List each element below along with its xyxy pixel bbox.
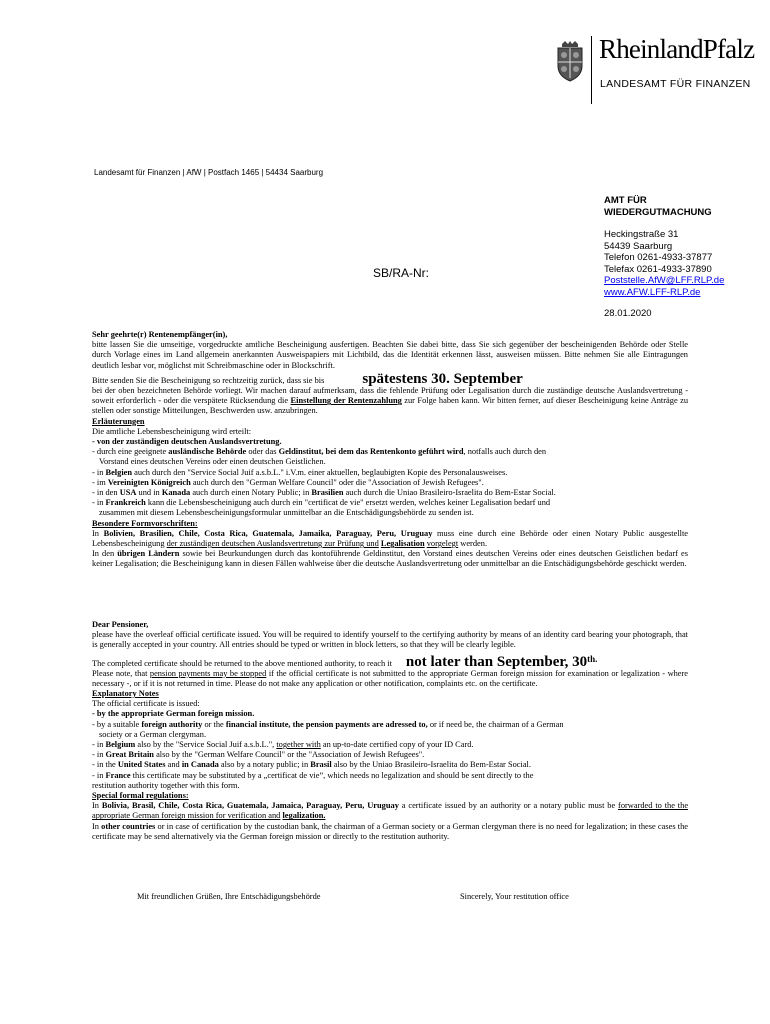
german-notes-intro: Die amtliche Lebensbescheinigung wird erteilt: <box>92 426 252 436</box>
text: also by the "Service Social Juif a.s.b.L.", <box>137 740 275 750</box>
text: if the official certificate is not submitted to the appropriate German foreign mission for examination or legalization - where necessary -, or if it is not returned in time. Please do not make any application or other notification, complaints etc. on the certificate. <box>92 668 689 688</box>
text-bold: Vereinigten Königreich <box>107 477 191 487</box>
text-bold: Brasilien <box>311 488 344 498</box>
english-notes-heading: Explanatory Notes <box>92 689 159 699</box>
english-section <box>92 620 688 842</box>
text: auch durch einen Notary Public; in <box>192 488 310 498</box>
english-note-2 <box>92 720 688 730</box>
text: - durch eine geeignete <box>92 447 167 457</box>
text: an up-to-date certified copy of your ID Card. <box>322 740 474 750</box>
german-note-6-continued: zusammen mit diesem Lebensbescheinigungsformular unmittelbar an die Entschädigungsbehörde zu senden ist. <box>99 508 474 518</box>
german-note-1: - von der zuständigen deutschen Auslandsvertretung. <box>92 437 282 447</box>
text: a certificate issued by an authority or a notary public must be <box>401 801 616 811</box>
german-special-2 <box>92 549 688 569</box>
english-suspension-notice: pension payments may be stopped <box>149 668 267 678</box>
text: - im <box>92 477 106 487</box>
text-bold-underlined: Legalisation <box>380 539 425 549</box>
text: - in den <box>92 488 118 498</box>
text: In <box>92 801 99 811</box>
english-special-2 <box>92 822 688 842</box>
text: In <box>92 821 99 831</box>
brand-wordmark: RheinlandPfalz <box>599 34 755 64</box>
english-note-4 <box>92 750 688 760</box>
office-web-link[interactable]: www.AFW.LFF-RLP.de <box>604 286 701 298</box>
text-bold-underlined: legalization. <box>282 811 326 821</box>
text-bold: USA <box>119 488 137 498</box>
german-deadline-lead: Bitte senden Sie die Bescheinigung so rechtzeitig zurück, dass sie bis <box>92 375 325 385</box>
text: auch durch den "German Welfare Council" oder die "Association of Jewish Refugees". <box>192 477 484 487</box>
english-note-3 <box>92 740 688 750</box>
german-section <box>92 330 688 570</box>
logo-divider <box>591 36 592 104</box>
text-bold: other countries <box>101 821 156 831</box>
text: muss eine durch eine Behörde oder einen Notary Public ausgestellte Lebensbescheinigung <box>92 528 689 549</box>
text-underlined: der zuständigen deutschen Auslandsvertretung zur Prüfung und <box>166 539 379 549</box>
text: In <box>92 528 99 538</box>
text: sowie bei Beurkundungen durch das kontoführende Geldinstitut, den Vorstand eines deutschen Vereins oder eines deutschen Geistlichen bedarf es keiner Legalisation; die Bescheinigung kann in diesen Fällen wahlweise über die deutsche Auslandsvertretung oder unmittelbar an die Entschädigungsbehörde geschickt werden. <box>92 549 689 569</box>
text-bold: Bolivia, Brasil, Chile, Costa Rica, Guatemala, Jamaica, Paraguay, Peru, Uruguay <box>101 801 399 811</box>
german-suspension-notice: Einstellung der Rentenzahlung <box>290 396 402 406</box>
english-deadline-line <box>92 654 688 669</box>
text: kann die Lebensbescheinigung auch durch ein "certificat de vie" ersetzt werden, welches keiner Legalisation bedarf und <box>147 498 551 508</box>
text: oder das <box>248 447 277 457</box>
text: or the <box>204 719 224 729</box>
text-bold: Kanada <box>161 488 191 498</box>
office-contact-block <box>604 195 724 320</box>
english-deadline: not later than September, 30 <box>405 653 588 670</box>
text-bold: Frankreich <box>105 498 146 508</box>
english-note-5 <box>92 760 688 770</box>
german-deadline-line <box>92 370 688 387</box>
text-bold: ausländische Behörde <box>168 447 247 457</box>
office-fax: Telefax 0261-4933-37890 <box>604 263 712 275</box>
text: or in case of certification by the custodian bank, the chairman of a German society or a German clergyman there is no need for legalization; in these cases the certificate may be send alternatively via the German foreign mission or directly to the restitution authority. <box>92 821 689 841</box>
text-bold: Belgien <box>105 467 133 477</box>
text: - in <box>92 750 104 760</box>
english-note-6-continued: restitution authority together with this form. <box>92 780 240 790</box>
english-note-2-continued: society or a German clergyman. <box>99 729 207 739</box>
english-deadline-lead: The completed certificate should be returned to the above mentioned authority, to reach it <box>92 658 392 668</box>
german-deadline: spätestens 30. September <box>362 370 523 387</box>
text: also by a notary public; in <box>220 760 309 770</box>
english-paragraph-2 <box>92 669 688 689</box>
letter-date: 28.01.2020 <box>604 308 652 319</box>
text-bold: Belgium <box>105 740 136 750</box>
english-deadline-suffix: th. <box>587 653 598 664</box>
german-note-2-continued: Vorstand eines deutschen Vereins oder einen deutschen Geistlichen. <box>99 457 326 467</box>
english-closing: Sincerely, Your restitution office <box>460 892 569 901</box>
text: und in <box>138 488 160 498</box>
german-note-6 <box>92 498 688 508</box>
brand-subtitle: LANDESAMT FÜR FINANZEN <box>600 78 751 90</box>
english-note-1: - by the appropriate German foreign mission. <box>92 709 255 719</box>
text: , notfalls auch durch den <box>463 447 547 457</box>
text-underlined: vorgelegt <box>426 539 459 549</box>
german-paragraph-1: bitte lassen Sie die umseitige, vorgedruckte amtliche Bescheinigung ausfertigen. Beachten Sie dabei bitte, dass Sie sich gegenüber der bescheinigenden Behörde oder Stelle durch Vorlage eines im Land allgemein anerkannten Ausweispapiers mit Lichtbild, das die Identität erkennen lässt, ausweisen müssen. Bitte nehmen Sie alle Eintragungen deutlich lesbar vor, möglichst mit Schreibmaschine oder in Blockschrift. <box>92 340 688 370</box>
office-phone: Telefon 0261-4933-37877 <box>604 252 713 263</box>
english-special-heading: Special formal regulations: <box>92 791 189 801</box>
text: auch durch die Uniao Brasileiro-Israelita do Bem-Estar Social. <box>345 488 556 498</box>
german-closing: Mit freundlichen Grüßen, Ihre Entschädigungsbehörde <box>137 892 321 901</box>
english-special-1 <box>92 801 688 821</box>
text-bold: Brasil <box>310 760 332 770</box>
text: also by the "German Welfare Council" or the "Association of Jewish Refugees". <box>156 750 425 760</box>
text: - in the <box>92 760 116 770</box>
text-bold: Great Britain <box>105 750 154 760</box>
text: Please note, that <box>92 668 148 678</box>
office-title-2: WIEDERGUTMACHUNG <box>604 206 712 218</box>
text-bold: Bolivien, Brasilien, Chile, Costa Rica, Guatemala, Jamaika, Paraguay, Peru, Uruguay <box>103 528 433 538</box>
text: - by a suitable <box>92 719 140 729</box>
office-street: Heckingstraße 31 <box>604 229 679 240</box>
german-paragraph-2-end: zur Folge haben kann. Wir bitten ferner, auf dieser Bescheinigung keine Anträge zu stellen oder sonstige Mitteilungen, Beschwerden usw. anzubringen. <box>92 396 689 416</box>
text-bold: foreign authority <box>141 719 203 729</box>
english-notes-intro: The official certificate is issued: <box>92 699 200 709</box>
german-special-heading: Besondere Formvorschriften: <box>92 518 198 528</box>
state-coat-of-arms-icon <box>555 40 585 82</box>
german-salutation: Sehr geehrte(r) Rentenempfänger(in), <box>92 330 228 339</box>
text-bold: übrigen Ländern <box>117 549 180 559</box>
text: - in <box>92 740 104 750</box>
text-bold: Geldinstitut, bei dem das Rentenkonto geführt wird <box>278 447 464 457</box>
german-note-3 <box>92 468 688 478</box>
german-note-2 <box>92 447 688 457</box>
text-underlined: forwarded to the the appropriate German foreign mission for verification and <box>92 801 689 821</box>
office-email-link[interactable]: Poststelle.AfW@LFF.RLP.de <box>604 275 725 286</box>
text-bold: in Canada <box>181 760 219 770</box>
german-paragraph-2 <box>92 386 688 417</box>
german-special-1 <box>92 529 688 549</box>
text: In den <box>92 549 115 559</box>
german-note-4 <box>92 478 688 488</box>
text: auch durch den "Service Social Juif a.s.b.L." i.V.m. einer aktuellen, beglaubigten Kopie des Personalausweises. <box>134 467 508 477</box>
reference-number-label: SB/RA-Nr: <box>373 266 430 280</box>
text: and <box>167 760 180 770</box>
text-bold: France <box>105 770 131 780</box>
text: or if need be, the chairman of a German <box>429 719 564 729</box>
english-salutation: Dear Pensioner, <box>92 620 149 629</box>
sender-address-line: Landesamt für Finanzen | AfW | Postfach 1465 | 54434 Saarburg <box>94 168 324 177</box>
text: this certificate may be substituted by a „certificat de vie”, which needs no legalization and should be sent directly to the <box>132 770 534 780</box>
text: - in <box>92 467 104 477</box>
text-bold: United States <box>117 760 166 770</box>
text: also by the Uniao Brasileiro-Israelita do Bem-Estar Social. <box>333 760 531 770</box>
office-title-1: AMT FÜR <box>604 195 647 206</box>
german-notes-heading: Erläuterungen <box>92 416 145 426</box>
text: werden. <box>460 539 488 549</box>
english-note-6 <box>92 771 688 781</box>
german-paragraph-2-start: bei der oben bezeichneten Behörde vorliegt. Wir machen darauf aufmerksam, dass die fehlende Prüfung oder Legalisation durch die zuständige deutsche Auslandsvertretung - soweit erforderlich - oder die verspätete Rücksendung die <box>92 386 688 406</box>
text-bold: financial institute, the pension payments are adressed to, <box>225 719 428 729</box>
text: - in <box>92 770 104 780</box>
text-underlined: together with <box>276 740 321 750</box>
office-city: 54439 Saarburg <box>604 240 673 252</box>
text: - in <box>92 498 104 508</box>
german-note-5 <box>92 488 688 498</box>
english-paragraph-1: please have the overleaf official certificate issued. You will be required to identify yourself to the certifying authority by means of an identity card bearing your photograph, that is generally accepted in your country. All entries should be typed or written in block letters, so that they will be clearly legible. <box>92 630 688 650</box>
